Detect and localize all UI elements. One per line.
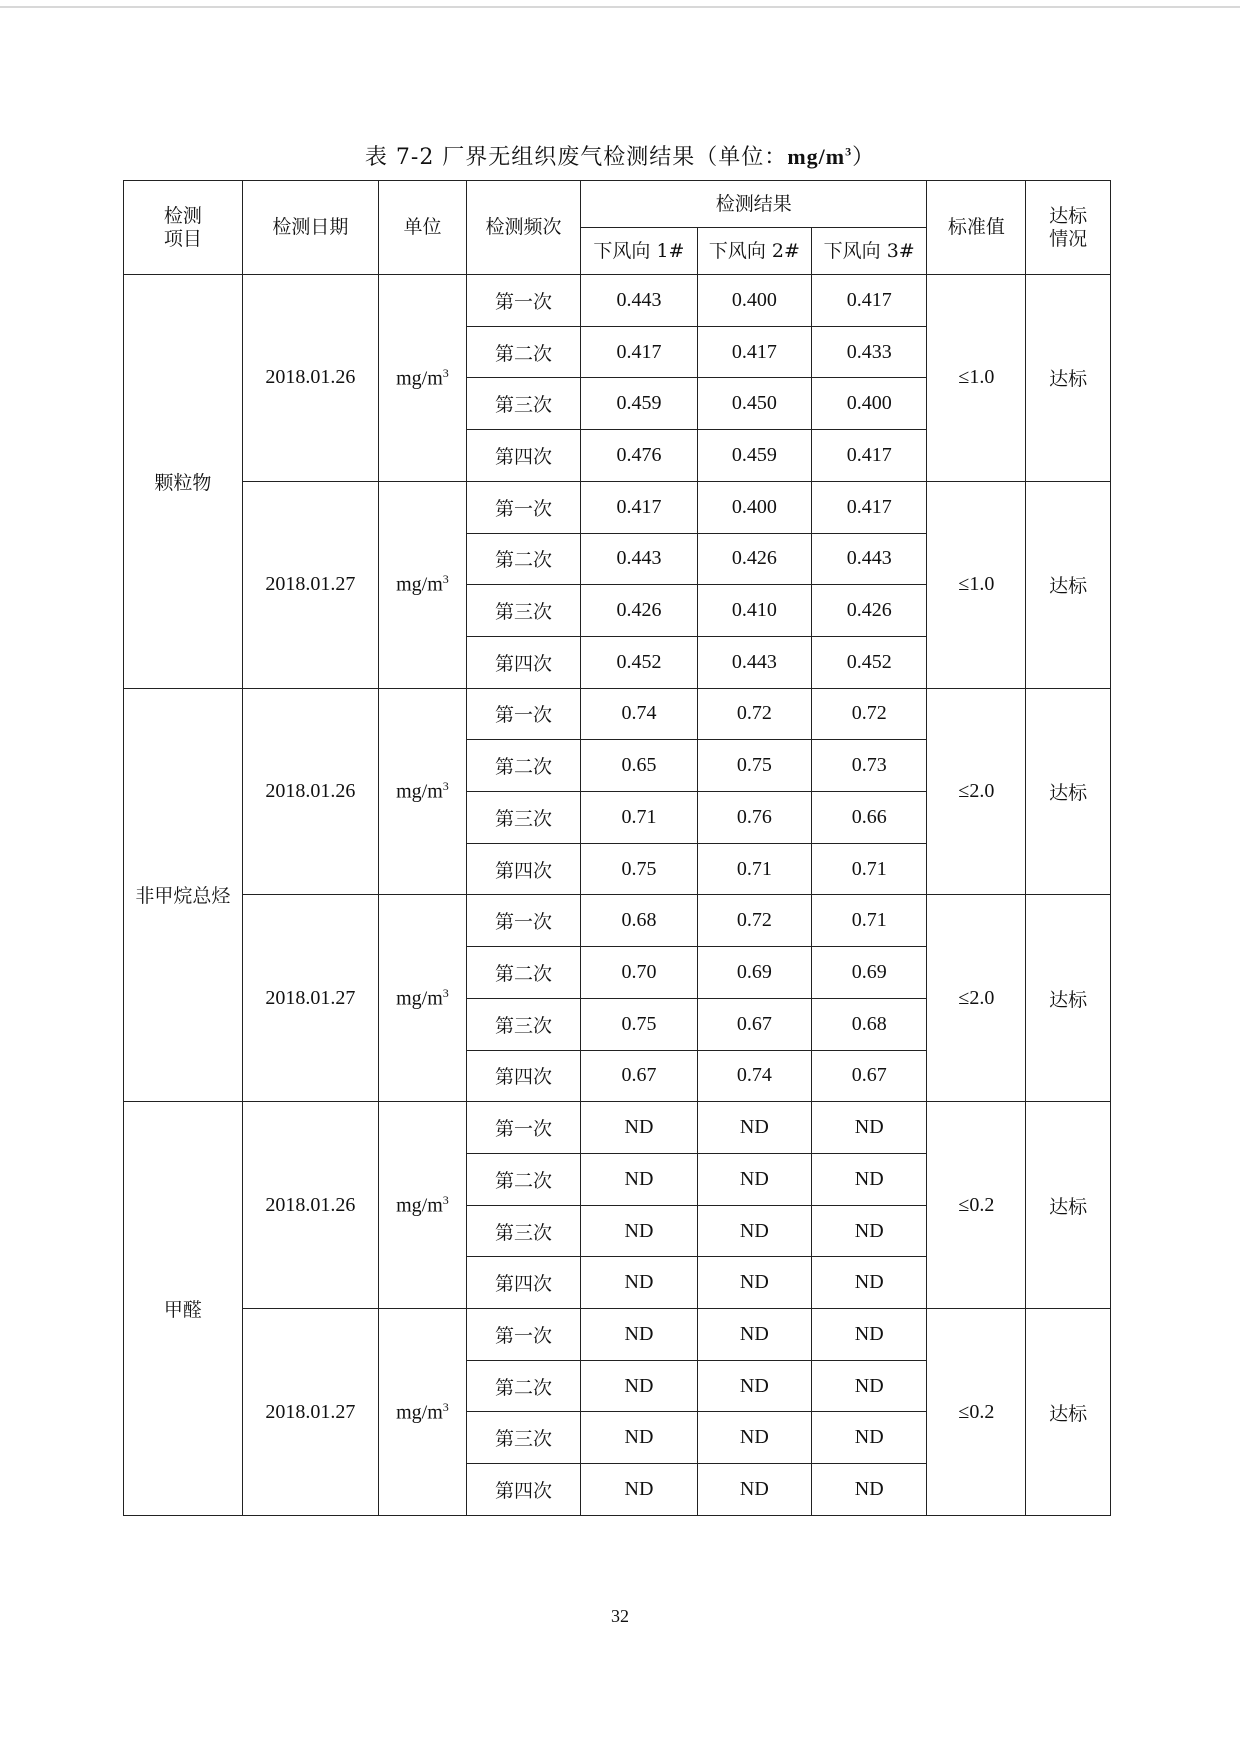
- value-cell: 0.72: [812, 688, 927, 740]
- value-cell: 0.65: [581, 740, 698, 792]
- frequency-cell: 第四次: [466, 636, 580, 688]
- value-cell: 0.426: [581, 585, 698, 637]
- header-row-1: [124, 181, 1111, 228]
- status-cell: 达标: [1026, 275, 1111, 482]
- value-cell: 0.410: [697, 585, 811, 637]
- value-cell: 0.417: [812, 430, 927, 482]
- status-cell: 达标: [1026, 1309, 1111, 1516]
- value-cell: 0.459: [697, 430, 811, 482]
- value-cell: 0.417: [812, 275, 927, 327]
- value-cell: 0.68: [581, 895, 698, 947]
- value-cell: 0.67: [812, 1050, 927, 1102]
- value-cell: 0.417: [697, 326, 811, 378]
- value-cell: ND: [697, 1153, 811, 1205]
- frequency-cell: 第一次: [466, 895, 580, 947]
- title-suffix: ）: [852, 145, 876, 170]
- value-cell: ND: [581, 1360, 698, 1412]
- title-unit: $mg/m^3$: [787, 144, 853, 169]
- table-row: [124, 688, 1111, 740]
- value-cell: 0.459: [581, 378, 698, 430]
- table-body: [124, 275, 1111, 1516]
- date-cell: 2018.01.26: [242, 688, 378, 895]
- unit-cell: $mg/m^3$: [378, 481, 466, 688]
- value-cell: 0.74: [581, 688, 698, 740]
- status-cell: 达标: [1026, 1102, 1111, 1309]
- header-unit: 单位: [378, 181, 466, 275]
- value-cell: ND: [812, 1464, 927, 1516]
- value-cell: 0.67: [697, 998, 811, 1050]
- value-cell: 0.76: [697, 792, 811, 844]
- value-cell: ND: [581, 1412, 698, 1464]
- value-cell: 0.417: [581, 326, 698, 378]
- value-cell: 0.69: [697, 947, 811, 999]
- frequency-cell: 第三次: [466, 1205, 580, 1257]
- date-cell: 2018.01.26: [242, 1102, 378, 1309]
- value-cell: 0.75: [581, 843, 698, 895]
- value-cell: 0.443: [812, 533, 927, 585]
- frequency-cell: 第一次: [466, 688, 580, 740]
- value-cell: ND: [812, 1257, 927, 1309]
- frequency-cell: 第二次: [466, 326, 580, 378]
- results-table: [123, 180, 1111, 1516]
- value-cell: 0.443: [581, 533, 698, 585]
- value-cell: ND: [812, 1360, 927, 1412]
- unit-cell: $mg/m^3$: [378, 275, 466, 482]
- standard-cell: ≤2.0: [927, 895, 1026, 1102]
- value-cell: ND: [812, 1205, 927, 1257]
- value-cell: ND: [697, 1360, 811, 1412]
- value-cell: ND: [581, 1102, 698, 1154]
- value-cell: 0.71: [697, 843, 811, 895]
- value-cell: 0.74: [697, 1050, 811, 1102]
- item-cell: 甲醛: [124, 1102, 243, 1516]
- frequency-cell: 第二次: [466, 533, 580, 585]
- value-cell: 0.71: [812, 895, 927, 947]
- frequency-cell: 第三次: [466, 585, 580, 637]
- value-cell: ND: [697, 1309, 811, 1361]
- header-point-1: 下风向 1#: [581, 228, 698, 275]
- unit-cell: $mg/m^3$: [378, 1102, 466, 1309]
- scan-edge-line: [0, 6, 1240, 8]
- value-cell: 0.66: [812, 792, 927, 844]
- value-cell: ND: [812, 1153, 927, 1205]
- header-point-2: 下风向 2#: [697, 228, 811, 275]
- frequency-cell: 第四次: [466, 1050, 580, 1102]
- table-row: [124, 275, 1111, 327]
- table-title: [0, 140, 1240, 171]
- frequency-cell: 第一次: [466, 1102, 580, 1154]
- status-cell: 达标: [1026, 895, 1111, 1102]
- standard-cell: ≤2.0: [927, 688, 1026, 895]
- date-cell: 2018.01.26: [242, 275, 378, 482]
- value-cell: 0.75: [581, 998, 698, 1050]
- value-cell: 0.443: [697, 636, 811, 688]
- header-point-3: 下风向 3#: [812, 228, 927, 275]
- value-cell: 0.452: [581, 636, 698, 688]
- value-cell: 0.476: [581, 430, 698, 482]
- frequency-cell: 第二次: [466, 740, 580, 792]
- frequency-cell: 第一次: [466, 481, 580, 533]
- header-compliance: 达标 情况: [1026, 181, 1111, 275]
- value-cell: 0.71: [812, 843, 927, 895]
- title-prefix: 表 7-2 厂界无组织废气检测结果（单位：: [364, 145, 788, 170]
- value-cell: ND: [697, 1412, 811, 1464]
- unit-cell: $mg/m^3$: [378, 688, 466, 895]
- header-results: 检测结果: [581, 181, 927, 228]
- item-cell: 颗粒物: [124, 275, 243, 689]
- date-cell: 2018.01.27: [242, 1309, 378, 1516]
- date-cell: 2018.01.27: [242, 895, 378, 1102]
- frequency-cell: 第一次: [466, 1309, 580, 1361]
- value-cell: 0.69: [812, 947, 927, 999]
- value-cell: ND: [581, 1309, 698, 1361]
- value-cell: 0.452: [812, 636, 927, 688]
- frequency-cell: 第四次: [466, 843, 580, 895]
- date-cell: 2018.01.27: [242, 481, 378, 688]
- value-cell: 0.67: [581, 1050, 698, 1102]
- value-cell: ND: [697, 1205, 811, 1257]
- value-cell: ND: [581, 1205, 698, 1257]
- frequency-cell: 第四次: [466, 430, 580, 482]
- table-row: [124, 895, 1111, 947]
- unit-cell: $mg/m^3$: [378, 895, 466, 1102]
- value-cell: 0.72: [697, 688, 811, 740]
- standard-cell: ≤0.2: [927, 1102, 1026, 1309]
- frequency-cell: 第二次: [466, 1153, 580, 1205]
- value-cell: ND: [697, 1257, 811, 1309]
- value-cell: 0.400: [697, 481, 811, 533]
- header-item: 检测 项目: [124, 181, 243, 275]
- frequency-cell: 第三次: [466, 378, 580, 430]
- value-cell: 0.70: [581, 947, 698, 999]
- table-row: [124, 1102, 1111, 1154]
- frequency-cell: 第二次: [466, 947, 580, 999]
- frequency-cell: 第四次: [466, 1464, 580, 1516]
- value-cell: 0.68: [812, 998, 927, 1050]
- value-cell: ND: [697, 1464, 811, 1516]
- value-cell: 0.75: [697, 740, 811, 792]
- value-cell: 0.443: [581, 275, 698, 327]
- value-cell: 0.450: [697, 378, 811, 430]
- header-date: 检测日期: [242, 181, 378, 275]
- value-cell: ND: [697, 1102, 811, 1154]
- value-cell: 0.417: [581, 481, 698, 533]
- table-row: [124, 1309, 1111, 1361]
- page-number: 32: [611, 1606, 629, 1626]
- status-cell: 达标: [1026, 688, 1111, 895]
- unit-cell: $mg/m^3$: [378, 1309, 466, 1516]
- value-cell: ND: [581, 1257, 698, 1309]
- standard-cell: ≤1.0: [927, 481, 1026, 688]
- status-cell: 达标: [1026, 481, 1111, 688]
- value-cell: 0.417: [812, 481, 927, 533]
- value-cell: 0.73: [812, 740, 927, 792]
- header-frequency: 检测频次: [466, 181, 580, 275]
- frequency-cell: 第三次: [466, 998, 580, 1050]
- value-cell: 0.71: [581, 792, 698, 844]
- value-cell: ND: [581, 1464, 698, 1516]
- standard-cell: ≤1.0: [927, 275, 1026, 482]
- frequency-cell: 第三次: [466, 792, 580, 844]
- value-cell: ND: [812, 1102, 927, 1154]
- value-cell: 0.72: [697, 895, 811, 947]
- header-standard: 标准值: [927, 181, 1026, 275]
- value-cell: 0.400: [697, 275, 811, 327]
- frequency-cell: 第四次: [466, 1257, 580, 1309]
- value-cell: 0.426: [812, 585, 927, 637]
- frequency-cell: 第二次: [466, 1360, 580, 1412]
- frequency-cell: 第一次: [466, 275, 580, 327]
- frequency-cell: 第三次: [466, 1412, 580, 1464]
- table-row: [124, 481, 1111, 533]
- value-cell: ND: [581, 1153, 698, 1205]
- value-cell: ND: [812, 1309, 927, 1361]
- value-cell: 0.433: [812, 326, 927, 378]
- value-cell: 0.426: [697, 533, 811, 585]
- value-cell: ND: [812, 1412, 927, 1464]
- value-cell: 0.400: [812, 378, 927, 430]
- standard-cell: ≤0.2: [927, 1309, 1026, 1516]
- item-cell: 非甲烷总烃: [124, 688, 243, 1102]
